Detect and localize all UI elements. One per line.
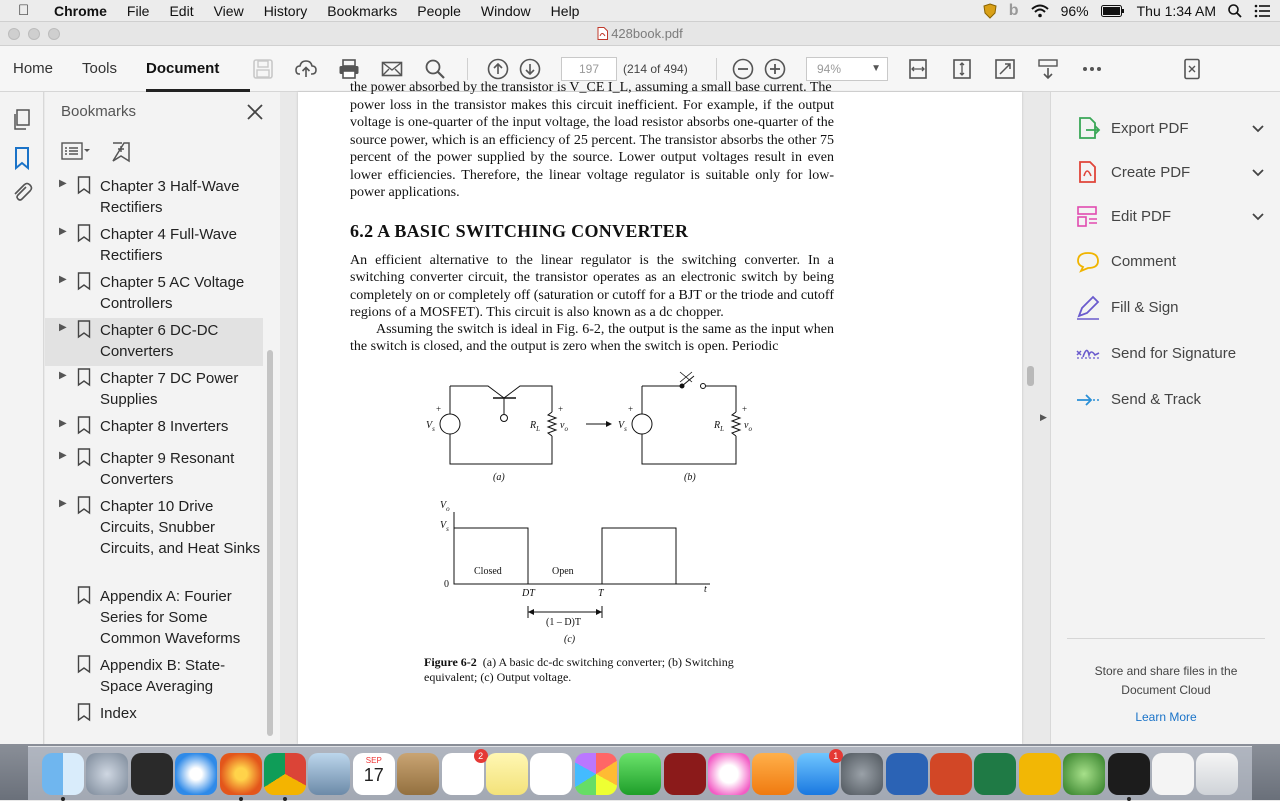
tool-fill-sign[interactable] [1075,295,1265,321]
export-pdf-icon [1075,116,1101,142]
expand-arrow-icon[interactable]: ▶ [59,226,67,237]
new-bookmark-icon[interactable] [109,140,133,164]
learn-more-link[interactable]: Learn More [1135,710,1197,724]
vo-axis-label: $V_o$ [440,500,450,513]
waveform-graph [454,512,710,618]
tool-edit-pdf[interactable] [1075,204,1265,230]
attachments-icon[interactable] [10,180,34,204]
wifi-icon[interactable] [1031,4,1049,18]
notification-center-icon[interactable] [1254,4,1270,18]
bookmark-label: Chapter 7 DC Power Supplies [100,370,239,408]
bookmark-icon [77,586,91,604]
rl-label-b: $R_L$ [714,420,725,433]
bookmark-item[interactable] [45,653,263,701]
tool-label: Send for Signature [1111,345,1237,362]
fig-label-b: (b) [684,472,696,483]
bookmark-icon [77,416,91,434]
tool-label: Send & Track [1111,391,1202,408]
clock[interactable]: Thu 1:34 AM [1136,3,1216,19]
itunes-icon[interactable] [708,753,750,795]
paragraph-3: Assuming the switch is ideal in Fig. 6-2, the output is the same as the input when the switch is closed, and the output is zero when the switch is open. Periodic [350,322,834,355]
bookmark-options-icon[interactable] [61,140,91,162]
tool-export-pdf[interactable] [1075,116,1265,142]
expand-arrow-icon[interactable]: ▶ [59,370,67,381]
search-icon[interactable] [423,57,447,81]
bookmark-label: Chapter 8 Inverters [100,418,229,435]
more-options-icon[interactable] [1080,57,1104,81]
page-thumbnails-icon[interactable] [10,108,34,132]
closed-label: Closed [474,566,502,577]
plus-sign: + [558,404,564,414]
collapse-right-panel-icon[interactable]: ▶ [1040,412,1047,422]
menu-app-name[interactable]: Chrome [54,2,107,19]
window-title-text: 428book.pdf [611,26,683,41]
bookmark-label: Appendix A: Fourier Series for Some Common Waveforms [100,588,241,647]
fig-label-c: (c) [564,634,576,645]
running-indicator [1127,797,1131,801]
vs-label-a: $V_s$ [426,420,435,433]
interval-arrow-right [596,609,602,615]
tool-label: Create PDF [1111,164,1191,181]
facetime-icon[interactable] [619,753,661,795]
menu-edit[interactable]: Edit [169,2,194,19]
bookmark-label: Chapter 6 DC-DC Converters [100,322,219,360]
bookmark-item[interactable] [45,270,263,318]
bookmark-item[interactable] [45,494,263,584]
finder-icon[interactable] [42,753,84,795]
rl-label-a: $R_L$ [530,420,541,433]
bookmarks-panel [45,92,280,744]
preview-files-icon[interactable] [1152,753,1194,795]
close-icon[interactable] [245,102,265,122]
safari-icon[interactable] [175,753,217,795]
left-tool-rail [0,92,44,744]
notification-badge: 2 [474,749,488,763]
shield-icon[interactable] [983,3,997,19]
document-scrollbar[interactable] [1027,366,1034,386]
edit-pdf-icon [1075,204,1101,230]
page-number-input[interactable]: 197 [561,57,617,81]
tool-label: Edit PDF [1111,208,1172,225]
tool-send-track[interactable] [1075,387,1265,413]
circuit-b [632,372,740,464]
bookmark-label: Chapter 4 Full-Wave Rectifiers [100,226,237,264]
bookmark-icon [77,703,91,721]
figure-caption-text: (a) A basic dc-dc switching converter; (b) Switching equivalent; (c) Output voltage. [424,655,734,684]
powerpoint-icon[interactable] [930,753,972,795]
window-title [0,26,1280,41]
expand-arrow-icon[interactable]: ▶ [59,322,67,333]
bookmark-item[interactable] [45,318,263,366]
menu-people[interactable]: People [417,2,461,19]
plus-sign: + [436,404,442,414]
expand-arrow-icon[interactable]: ▶ [59,498,67,509]
bookmark-label: Index [100,705,137,722]
email-icon[interactable] [380,57,404,81]
expand-arrow-icon[interactable]: ▶ [59,418,67,429]
bookmark-item[interactable] [45,584,263,653]
bookmark-icon [77,272,91,290]
bookmark-item[interactable] [45,446,263,494]
tool-send-for-signature[interactable] [1075,341,1265,367]
vs-level-label: $V_s$ [440,520,449,533]
toolbar-separator [467,58,468,80]
pdf-file-icon [597,27,608,40]
t-tick-label: T [598,588,604,599]
create-pdf-icon [1075,160,1101,186]
mobile-link-icon[interactable] [1180,57,1204,81]
figure-6-2 [398,362,798,682]
chevron-down-icon[interactable] [1251,210,1265,224]
window-title-bar [0,22,1280,46]
vo-label-a: $v_o$ [560,420,568,433]
tab-home[interactable]: Home [13,60,54,77]
bookmarks-scrollbar[interactable] [267,350,273,736]
open-label: Open [552,566,574,577]
menu-history[interactable]: History [263,2,308,19]
comment-icon [1075,249,1101,275]
plus-sign: + [628,404,634,414]
vs-label-b: $V_s$ [618,420,627,433]
cut-off-line: the power absorbed by the transistor is V_CE I_L, assuming a small base current. The [350,80,832,95]
arrow-head [606,421,612,427]
calendar-month: SEP [365,756,382,765]
apple-menu-icon[interactable] [18,2,36,19]
save-icon[interactable] [251,57,275,81]
bookmark-icon [77,448,91,466]
running-indicator [61,797,65,801]
bookmark-icon [77,368,91,386]
zoom-level-select[interactable] [806,57,888,81]
running-indicator [239,797,243,801]
menu-help[interactable]: Help [550,2,580,19]
downloader-icon[interactable] [1063,753,1105,795]
zero-label: 0 [444,579,449,590]
zoom-in-icon[interactable] [763,57,787,81]
launchpad-icon[interactable] [86,753,128,795]
section-title: 6.2 A BASIC SWITCHING CONVERTER [350,221,689,241]
bookmark-label: Chapter 5 AC Voltage Controllers [100,274,245,312]
toolbar-separator [716,58,717,80]
contacts-icon[interactable] [397,753,439,795]
preview-icon[interactable] [308,753,350,795]
document-view [280,80,1050,744]
bookmark-label: Appendix B: State-Space Averaging [100,657,226,695]
onenote-icon[interactable] [1019,753,1061,795]
tool-label: Export PDF [1111,120,1189,137]
excel-icon[interactable] [974,753,1016,795]
chevron-down-icon[interactable] [1251,122,1265,136]
word-icon[interactable] [886,753,928,795]
running-indicator [283,797,287,801]
bookmarks-icon[interactable] [10,146,34,170]
interval-label: (1 – D)T [546,617,581,628]
next-page-icon[interactable] [518,57,542,81]
photos-icon[interactable] [575,753,617,795]
bookmark-icon [77,496,91,514]
trash-icon[interactable] [1196,753,1238,795]
notes-icon[interactable] [486,753,528,795]
tools-pane [1050,92,1280,744]
calendar-day: 17 [363,765,384,785]
bookmark-label: Chapter 10 Drive Circuits, Snubber Circuits, and Heat Sinks [100,498,261,557]
menu-view[interactable]: View [213,2,244,19]
fit-page-icon[interactable] [950,57,974,81]
bookmark-icon [77,320,91,338]
ibooks-icon[interactable] [752,753,794,795]
fill-sign-icon [1075,295,1101,321]
dt-tick-label: DT [522,588,535,599]
bookmarks-panel-title: Bookmarks [61,103,137,120]
tab-tools[interactable]: Tools [82,60,118,77]
bookmark-item[interactable] [45,366,263,414]
acrobat-icon[interactable] [1108,753,1150,795]
photo-booth-icon[interactable] [664,753,706,795]
battery-percent: 96% [1060,3,1089,19]
bookmark-icon [77,176,91,194]
firefox-icon[interactable] [220,753,262,795]
chrome-icon[interactable] [264,753,306,795]
paragraph-1: power loss in the transistor makes this circuit inefficient. For example, if the output voltage is one-quarter of the input voltage, the load resistor absorbs one-quarter of the source power, which is an efficiency of 25 percent. The transistor absorbs the other 75 percent of the power supplied by the source. Lower output voltages result in even lower efficiencies. Therefore, the linear voltage regulator is suitable only for low-power applications. [350,98,834,201]
menu-file[interactable]: File [126,2,150,19]
status-area [983,0,1270,22]
t-axis-label: t [704,584,707,595]
bookmark-item[interactable] [45,222,263,270]
tool-comment[interactable] [1075,249,1265,275]
send-track-icon [1075,387,1101,413]
battery-icon[interactable] [1101,5,1125,17]
document-cloud-text: Store and share files in the Document Cloud [1094,664,1238,697]
tool-label: Comment [1111,253,1177,270]
full-screen-icon[interactable] [993,57,1017,81]
fit-width-icon[interactable] [906,57,930,81]
menu-window[interactable]: Window [480,2,531,19]
bookmarks-toolbar [61,140,133,166]
zoom-level-value: 94% [817,62,842,76]
app-store-icon[interactable] [797,753,839,795]
bookmark-icon [77,655,91,673]
scrolling-mode-icon[interactable] [1036,57,1060,81]
system-preferences-icon[interactable] [841,753,883,795]
bookmark-item[interactable] [45,414,263,446]
menu-bookmarks[interactable]: Bookmarks [327,2,398,19]
menu-bar [0,0,1280,22]
bookmark-icon [77,224,91,242]
dvd-player-icon[interactable] [530,753,572,795]
tab-document[interactable]: Document [146,60,220,77]
interval-arrow-left [528,609,534,615]
page-count-label: (214 of 494) [623,62,688,76]
expand-arrow-icon[interactable]: ▶ [59,274,67,285]
print-icon[interactable] [337,57,361,81]
expand-arrow-icon[interactable]: ▶ [59,450,67,461]
fig-label-a: (a) [493,472,505,483]
paragraph-2: An efficient alternative to the linear regulator is the switching converter. In a switching converter circuit, the transistor operates as an electronic switch by being completely on or completely off (saturation or cutoff for a BJT or the triode and cutoff regions of a MOSFET). This circuit is also known as a dc chopper. [350,253,834,321]
figure-caption [424,655,764,685]
dock [28,746,1252,800]
bookmark-item[interactable] [45,701,263,731]
calendar-icon[interactable] [353,753,395,795]
dropdown-arrow-icon: ▼ [871,63,881,74]
vo-label-b: $v_o$ [744,420,752,433]
spotlight-search-icon[interactable] [1228,4,1242,18]
reminders-icon[interactable] [442,753,484,795]
notification-badge: 1 [829,749,843,763]
figure-caption-number: Figure 6-2 [424,655,477,669]
bookmark-item[interactable] [45,174,263,222]
pdf-page [298,80,1022,744]
divider [1067,638,1265,639]
chevron-down-icon[interactable] [1251,166,1265,180]
bookmark-label: Chapter 9 Resonant Converters [100,450,235,488]
send-signature-icon [1075,341,1101,367]
tool-create-pdf[interactable] [1075,160,1265,186]
upload-cloud-icon[interactable] [294,57,318,81]
plus-sign: + [742,404,748,414]
tool-label: Fill & Sign [1111,299,1179,316]
previous-page-icon[interactable] [486,57,510,81]
mission-control-icon[interactable] [131,753,173,795]
expand-arrow-icon[interactable]: ▶ [59,178,67,189]
zoom-out-icon[interactable] [731,57,755,81]
bookmark-label: Chapter 3 Half-Wave Rectifiers [100,178,240,216]
b-extension-icon[interactable]: b [1008,2,1019,19]
